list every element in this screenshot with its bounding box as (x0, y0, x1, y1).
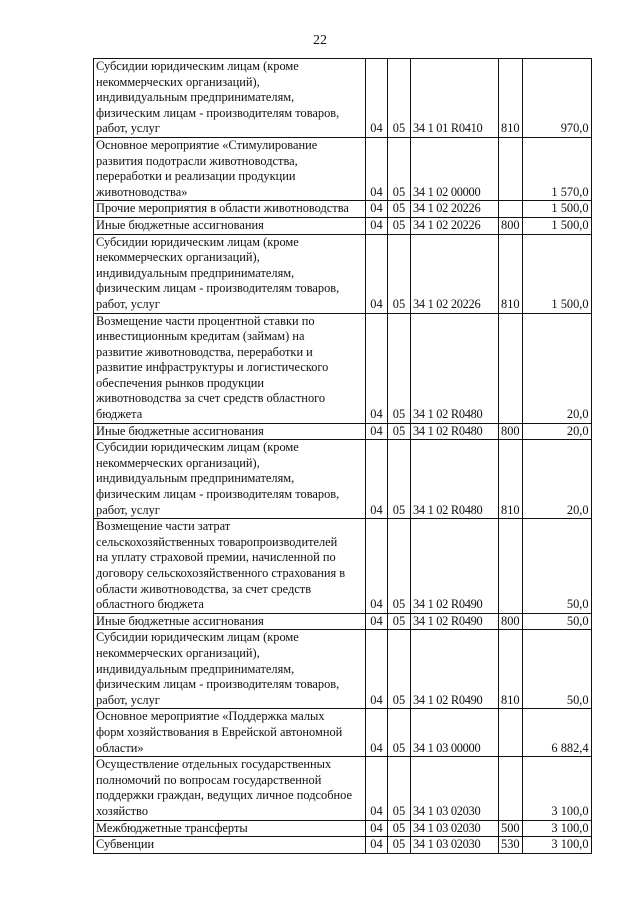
subsection-code: 05 (388, 201, 411, 218)
section-code: 04 (366, 613, 388, 630)
subsection-code: 05 (388, 137, 411, 200)
row-name-line: Иные бюджетные ассигнования (96, 217, 264, 232)
row-name (94, 313, 366, 423)
target-article-code: 34 1 03 02030 (411, 820, 499, 837)
row-name-line: на уплату страховой премии, начисленной по (96, 550, 336, 565)
amount: 970,0 (522, 59, 591, 138)
row-name-line: некоммерческих организаций), (96, 250, 260, 265)
row-name-line: Возмещение части затрат (96, 519, 231, 534)
section-code: 04 (366, 820, 388, 837)
row-name-line: работ, услуг (96, 502, 160, 517)
table-row (94, 59, 592, 138)
row-name-line: развития подотрасли животноводства, (96, 153, 298, 168)
target-article-code: 34 1 02 R0480 (411, 313, 499, 423)
subsection-code: 05 (388, 59, 411, 138)
table-row (94, 137, 592, 200)
expense-type-code (499, 201, 523, 218)
budget-table-body (94, 59, 592, 854)
row-name (94, 820, 366, 837)
row-name-line: области животноводства, за счет средств (96, 581, 312, 596)
row-name-line: развитие инфраструктуры и логистического (96, 360, 329, 375)
row-name-line: развитие животноводства, переработки и (96, 344, 313, 359)
row-name-line: работ, услуг (96, 692, 160, 707)
row-name-line: Прочие мероприятия в области животноводства (96, 201, 349, 216)
row-name-line: некоммерческих организаций), (96, 645, 260, 660)
row-name-line: бюджета (96, 407, 143, 422)
row-name-line: договору сельскохозяйственного страхования в (96, 566, 346, 580)
subsection-code: 05 (388, 313, 411, 423)
amount: 50,0 (522, 613, 591, 630)
target-article-code: 34 1 02 R0490 (411, 613, 499, 630)
row-name-line: инвестиционным кредитам (займам) на (96, 329, 305, 344)
amount: 1 570,0 (522, 137, 591, 200)
row-name-line: животноводства за счет средств областного (96, 391, 326, 406)
expense-type-code: 800 (499, 423, 523, 440)
row-name-line: индивидуальным предпринимателям, (96, 90, 295, 105)
expense-type-code (499, 519, 523, 614)
subsection-code: 05 (388, 757, 411, 820)
row-name (94, 757, 366, 820)
row-name-line: физическим лицам - производителям товаров, (96, 105, 340, 120)
row-name (94, 423, 366, 440)
section-code: 04 (366, 423, 388, 440)
amount: 50,0 (522, 630, 591, 709)
row-name-line: индивидуальным предпринимателям, (96, 265, 295, 280)
row-name-line: Иные бюджетные ассигнования (96, 423, 264, 438)
expense-type-code (499, 757, 523, 820)
row-name-line: Субсидии юридическим лицам (кроме (96, 59, 299, 73)
row-name-line: Осуществление отдельных государственных (96, 757, 332, 772)
subsection-code: 05 (388, 423, 411, 440)
target-article-code: 34 1 03 02030 (411, 837, 499, 854)
table-row (94, 630, 592, 709)
table-row (94, 709, 592, 757)
amount: 6 882,4 (522, 709, 591, 757)
row-name-line: Основное мероприятие «Поддержка малых (96, 709, 325, 724)
row-name (94, 59, 366, 138)
row-name-line: индивидуальным предпринимателям, (96, 661, 295, 676)
expense-type-code: 810 (499, 630, 523, 709)
subsection-code: 05 (388, 709, 411, 757)
table-row (94, 423, 592, 440)
subsection-code: 05 (388, 837, 411, 854)
row-name (94, 201, 366, 218)
section-code: 04 (366, 201, 388, 218)
row-name-line: Межбюджетные трансферты (96, 820, 248, 835)
row-name-line: области» (96, 740, 144, 755)
expense-type-code: 530 (499, 837, 523, 854)
table-row (94, 234, 592, 313)
expense-type-code: 800 (499, 613, 523, 630)
section-code: 04 (366, 519, 388, 614)
section-code: 04 (366, 709, 388, 757)
subsection-code: 05 (388, 217, 411, 234)
row-name (94, 234, 366, 313)
amount: 1 500,0 (522, 234, 591, 313)
row-name (94, 837, 366, 854)
section-code: 04 (366, 757, 388, 820)
table-row (94, 820, 592, 837)
row-name-line: Иные бюджетные ассигнования (96, 613, 264, 628)
row-name (94, 217, 366, 234)
table-row (94, 837, 592, 854)
amount: 20,0 (522, 440, 591, 519)
row-name-line: Субвенции (96, 837, 155, 852)
row-name-line: физическим лицам - производителям товаров, (96, 487, 340, 502)
target-article-code: 34 1 02 R0490 (411, 630, 499, 709)
subsection-code: 05 (388, 440, 411, 519)
target-article-code: 34 1 02 00000 (411, 137, 499, 200)
table-row (94, 519, 592, 614)
amount: 3 100,0 (522, 820, 591, 837)
table-row (94, 440, 592, 519)
expense-type-code: 500 (499, 820, 523, 837)
target-article-code: 34 1 02 20226 (411, 234, 499, 313)
row-name-line: Возмещение части процентной ставки по (96, 313, 315, 328)
amount: 3 100,0 (522, 757, 591, 820)
section-code: 04 (366, 217, 388, 234)
row-name-line: работ, услуг (96, 296, 160, 311)
row-name-line: физическим лицам - производителям товаров, (96, 677, 340, 692)
row-name (94, 440, 366, 519)
table-row (94, 201, 592, 218)
target-article-code: 34 1 02 R0480 (411, 423, 499, 440)
row-name-line: некоммерческих организаций), (96, 74, 260, 89)
section-code: 04 (366, 313, 388, 423)
row-name-line: поддержки граждан, ведущих личное подсобное (96, 788, 352, 803)
section-code: 04 (366, 630, 388, 709)
subsection-code: 05 (388, 820, 411, 837)
target-article-code: 34 1 02 20226 (411, 217, 499, 234)
table-row (94, 217, 592, 234)
amount: 1 500,0 (522, 201, 591, 218)
page-number: 22 (313, 33, 327, 48)
row-name (94, 137, 366, 200)
amount: 50,0 (522, 519, 591, 614)
target-article-code: 34 1 02 R0480 (411, 440, 499, 519)
target-article-code: 34 1 03 02030 (411, 757, 499, 820)
expense-type-code: 810 (499, 440, 523, 519)
row-name-line: индивидуальным предпринимателям, (96, 471, 295, 486)
expense-type-code (499, 137, 523, 200)
expense-type-code: 800 (499, 217, 523, 234)
target-article-code: 34 1 02 20226 (411, 201, 499, 218)
row-name (94, 519, 366, 614)
section-code: 04 (366, 837, 388, 854)
section-code: 04 (366, 59, 388, 138)
row-name-line: некоммерческих организаций), (96, 455, 260, 470)
row-name-line: переработки и реализации продукции (96, 169, 296, 184)
budget-table (93, 58, 592, 854)
subsection-code: 05 (388, 519, 411, 614)
table-row (94, 313, 592, 423)
section-code: 04 (366, 440, 388, 519)
row-name-line: Субсидии юридическим лицам (кроме (96, 630, 299, 645)
row-name-line: обеспечения рынков продукции (96, 375, 265, 390)
table-row (94, 757, 592, 820)
expense-type-code: 810 (499, 59, 523, 138)
amount: 20,0 (522, 313, 591, 423)
expense-type-code (499, 313, 523, 423)
target-article-code: 34 1 01 R0410 (411, 59, 499, 138)
row-name-line: сельскохозяйственных товаропроизводителей (96, 534, 338, 549)
row-name-line: Основное мероприятие «Стимулирование (96, 137, 318, 152)
expense-type-code: 810 (499, 234, 523, 313)
section-code: 04 (366, 234, 388, 313)
row-name-line: хозяйство (96, 803, 149, 818)
table-row (94, 613, 592, 630)
subsection-code: 05 (388, 613, 411, 630)
row-name (94, 709, 366, 757)
amount: 20,0 (522, 423, 591, 440)
target-article-code: 34 1 02 R0490 (411, 519, 499, 614)
section-code: 04 (366, 137, 388, 200)
row-name (94, 630, 366, 709)
row-name-line: физическим лицам - производителям товаров, (96, 281, 340, 296)
subsection-code: 05 (388, 630, 411, 709)
expense-type-code (499, 709, 523, 757)
row-name (94, 613, 366, 630)
amount: 1 500,0 (522, 217, 591, 234)
subsection-code: 05 (388, 234, 411, 313)
amount: 3 100,0 (522, 837, 591, 854)
row-name-line: животноводства» (96, 184, 188, 199)
row-name-line: полномочий по вопросам государственной (96, 772, 322, 787)
row-name-line: областного бюджета (96, 597, 204, 612)
target-article-code: 34 1 03 00000 (411, 709, 499, 757)
row-name-line: Субсидии юридическим лицам (кроме (96, 440, 299, 455)
row-name-line: работ, услуг (96, 121, 160, 136)
row-name-line: Субсидии юридическим лицам (кроме (96, 234, 299, 249)
row-name-line: форм хозяйствования в Еврейской автономной (96, 724, 343, 739)
